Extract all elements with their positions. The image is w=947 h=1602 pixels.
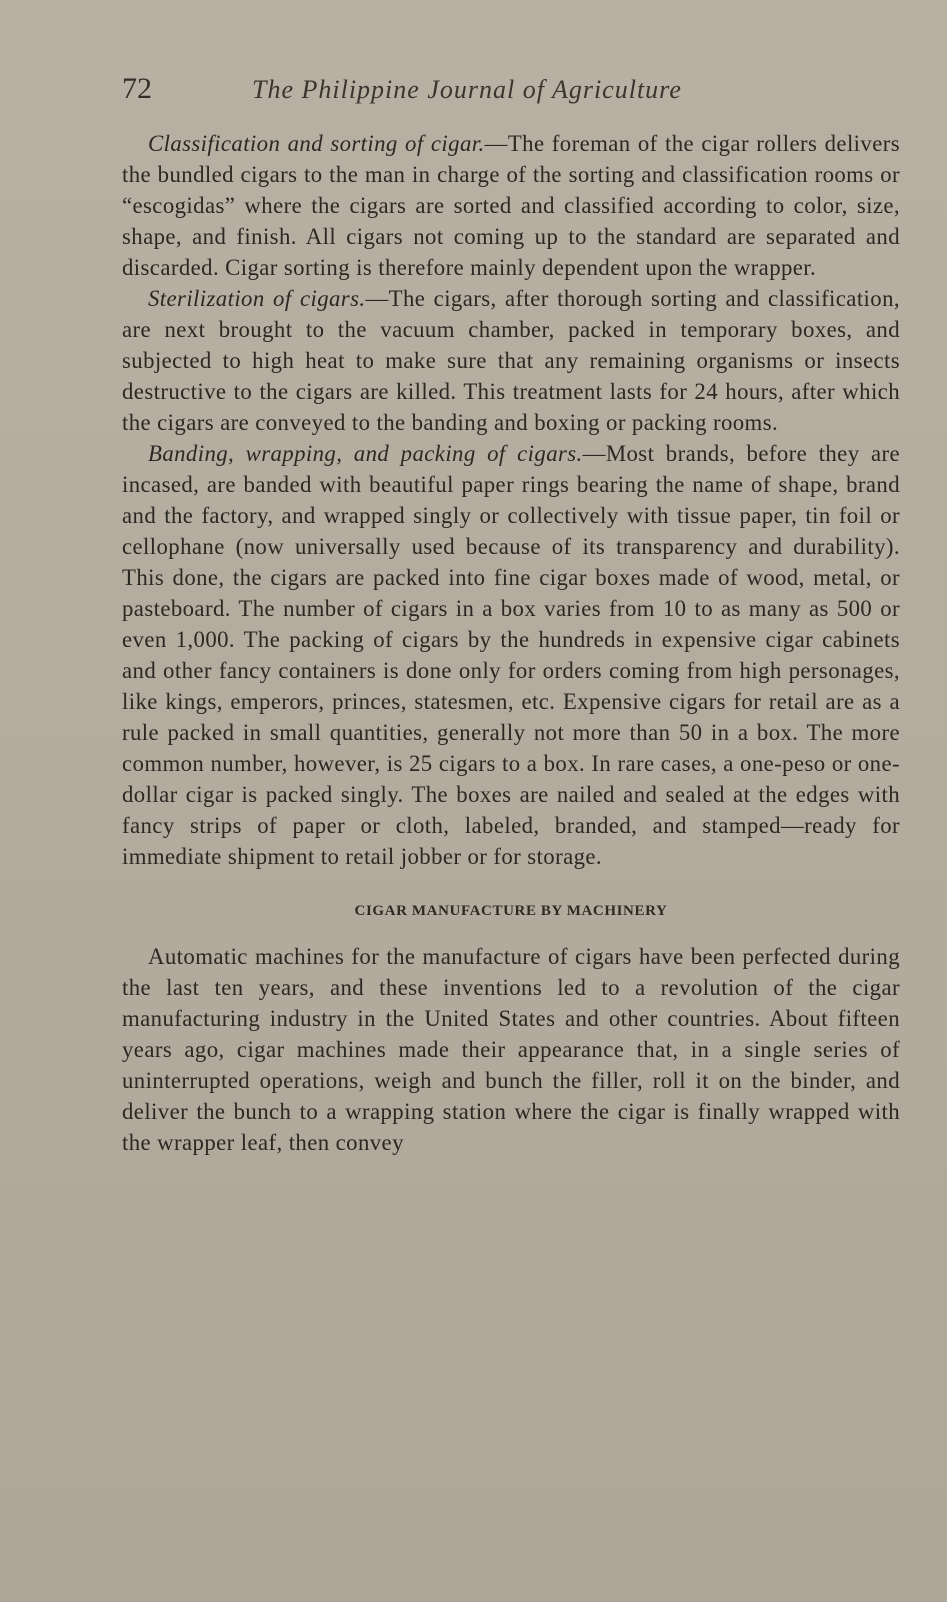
paragraph-text: —The foreman of the cigar rollers delivers the bundled cigars to the man in charge of the sorting and classification rooms or “escogidas” where the cigars are sorted and classified according to color, size, shape, and finish. All cigars not coming up to the standard are separated and discarded. Cigar sorting is therefore mainly dependent upon the wrapper.: [122, 131, 900, 280]
journal-page: [122, 72, 900, 1542]
paragraph-machinery: Automatic machines for the manufacture of cigars have been perfected during the last ten years, and these inventions led to a revolution of the cigar manufacturing industry in the United States and other countries. About fifteen years ago, cigar machines made their appearance that, in a single series of uninterrupted operations, weigh and bunch the filler, roll it on the binder, and deliver the bunch to a wrapping station where the cigar is finally wrapped with the wrapper leaf, then convey: [122, 944, 900, 1155]
paragraph-text: —Most brands, before they are incased, are banded with beautiful paper rings bearing the name of shape, brand and the factory, and wrapped singly or collectively with tissue paper, tin foil or cellophane (now universally used because of its transparency and durability). This done, the cigars are packed into fine cigar boxes made of wood, metal, or pasteboard. The number of cigars in a box varies from 10 to as many as 500 or even 1,000. The packing of cigars by the hundreds in expensive cigar cabinets and other fancy containers is done only for orders coming from high personages, like kings, emperors, princes, statesmen, etc. Expensive cigars for retail are as a rule packed in small quantities, generally not more than 50 in a box. The more common number, however, is 25 cigars to a box. In rare cases, a one-peso or one-dollar cigar is packed singly. The boxes are nailed and sealed at the edges with fancy strips of paper or cloth, labeled, branded, and stamped—ready for immediate shipment to retail jobber or for storage.: [122, 441, 900, 869]
run-in-heading: Sterilization of cigars.: [148, 286, 366, 311]
run-in-heading: Classification and sorting of cigar.: [148, 131, 485, 156]
page-header: [122, 72, 900, 122]
run-in-heading: Banding, wrapping, and packing of cigars.: [148, 441, 583, 466]
paragraph-classification: [122, 128, 900, 283]
paragraph-banding: [122, 438, 900, 872]
paragraph-text: —The cigars, after thorough sorting and classification, are next brought to the vacuum chamber, packed in temporary boxes, and subjected to high heat to make sure that any remaining organisms or insects destructive to the cigars are killed. This treatment lasts for 24 hours, after which the cigars are conveyed to the banding and boxing or packing rooms.: [122, 286, 900, 435]
page-number: 72: [122, 72, 152, 105]
running-title: The Philippine Journal of Agriculture: [252, 75, 682, 104]
section-heading: CIGAR MANUFACTURE BY MACHINERY: [354, 903, 668, 919]
paragraph-sterilization: [122, 283, 900, 438]
article-body: [122, 128, 900, 1158]
